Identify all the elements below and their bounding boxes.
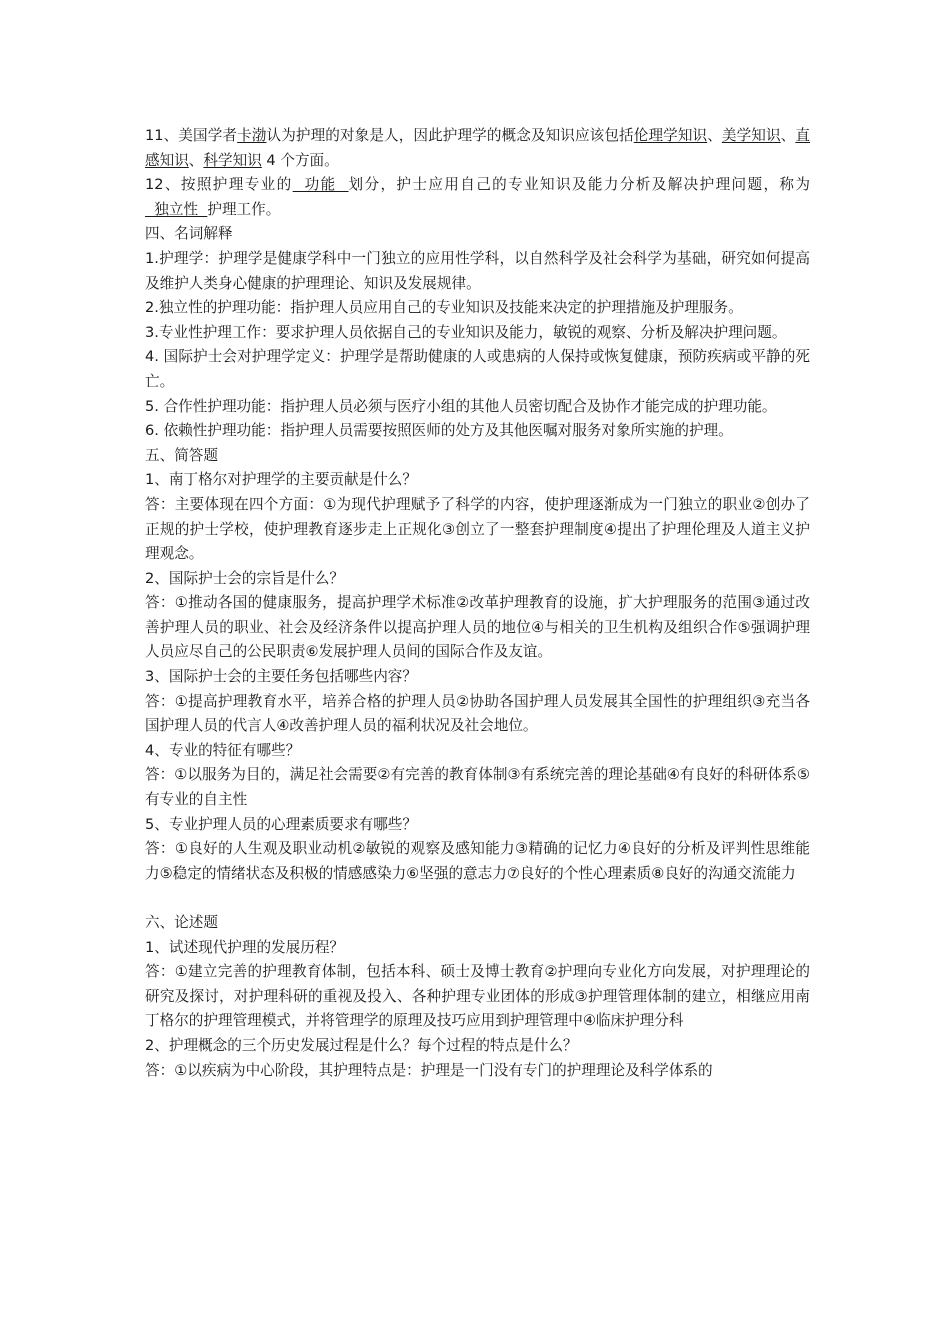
q11-answer-5: 科学知识 [203,151,262,169]
q11-separator-3: 、 [188,151,204,169]
q11-suffix: 4 个方面。 [261,151,339,169]
essay-question: 1、试述现代护理的发展历程？ [145,938,345,956]
definition-item: 2.独立性的护理功能：指护理人员应用自己的专业知识及技能来决定的护理措施及护理服务。 [145,299,743,317]
essay-question: 2、护理概念的三个历史发展过程是什么？每个过程的特点是什么？ [145,1036,578,1054]
q11-separator-2: 、 [780,127,796,144]
q12-suffix: 护理工作。 [207,200,281,218]
short-answer-answer: 答：①提高护理教育水平，培养合格的护理人员②协助各国护理人员发展其全国性的护理组织③充当各国护理人员的代言人④改善护理人员的福利状况及社会地位。 [145,692,810,735]
fill-in-question-12 [145,173,810,222]
definition-item: 5. 合作性护理功能：指护理人员必须与医疗小组的其他人员密切配合及协作才能完成的护理功能。 [145,397,777,415]
q11-answer-3: 美学知识 [721,127,781,144]
definition-item: 4. 国际护士会对护理学定义：护理学是帮助健康的人或患病的人保持或恢复健康，预防疾病或平静的死亡。 [145,348,810,390]
document-body [145,124,810,1083]
definition-item: 6. 依赖性护理功能：指护理人员需要按照医师的处方及其他医嘱对服务对象所实施的护理。 [145,422,733,440]
section-heading-short-answer: 五、简答题 [145,446,218,464]
q11-answer-1: 卡渤 [237,127,267,144]
essay-answer: 答：①以疾病为中心阶段，其护理特点是：护理是一门没有专门的护理理论及科学体系的 [145,1061,713,1079]
short-answer-question: 2、国际护士会的宗旨是什么？ [145,569,345,587]
q11-prefix: 11、美国学者 [145,127,238,144]
section-heading-definitions: 四、名词解释 [145,225,233,243]
definition-item: 1.护理学：护理学是健康学科中一门独立的应用性学科，以自然科学及社会科学为基础，研究如何提高及维护人类身心健康的护理理论、知识及发展规律。 [145,249,810,292]
short-answer-question: 3、国际护士会的主要任务包括哪些内容？ [145,668,417,686]
q12-answer-2: 独立性 [145,200,208,218]
definition-item: 3.专业性护理工作：要求护理人员依据自己的专业知识及能力，敏锐的观察、分析及解决护理问题。 [145,323,787,341]
short-answer-question: 1、南丁格尔对护理学的主要贡献是什么？ [145,471,417,489]
short-answer-question: 5、专业护理人员的心理素质要求有哪些？ [145,815,417,833]
q11-answer-4: 直感知识 [145,127,810,169]
q12-text: 划分，护士应用自己的专业知识及能力分析及解决护理问题，称为 [348,176,810,194]
short-answer-answer: 答：①以服务为目的，满足社会需要②有完善的教育体制③有系统完善的理论基础④有良好的科研体系⑤有专业的自主性 [145,766,810,809]
section-heading-essay: 六、论述题 [145,914,218,931]
q11-text: 认为护理的对象是人，因此护理学的概念及知识应该包括 [266,127,634,144]
short-answer-answer: 答：主要体现在四个方面：①为现代护理赋予了科学的内容，使护理逐渐成为一门独立的职业②创办了正规的护士学校，使护理教育逐步走上正规化③创立了一整套护理制度④提出了护理伦理及人道主义护理观念。 [145,495,810,563]
q11-separator-1: 、 [707,127,722,144]
short-answer-answer: 答：①推动各国的健康服务，提高护理学术标准②改革护理教育的设施，扩大护理服务的范围③通过改善护理人员的职业、社会及经济条件以提高护理人员的地位④与相关的卫生机构及组织合作⑤强调护理人员应尽自己的公民职责⑥发展护理人员间的国际合作及友谊。 [145,594,810,661]
q11-answer-2: 伦理学知识 [633,127,708,144]
blank-line [145,886,810,911]
short-answer-answer: 答：①良好的人生观及职业动机②敏锐的观察及感知能力③精确的记忆力④良好的分析及评判性思维能力⑤稳定的情绪状态及积极的情感感染力⑥坚强的意志力⑦良好的个性心理素质⑧良好的沟通交流能力 [145,840,810,882]
essay-answer: 答：①建立完善的护理教育体制，包括本科、硕士及博士教育②护理向专业化方向发展，对护理理论的研究及探讨，对护理科研的重视及投入、各种护理专业团体的形成③护理管理体制的建立，相继应用南丁格尔的护理管理模式，并将管理学的原理及技巧应用到护理管理中④临床护理分科 [145,963,810,1030]
short-answer-question: 4、专业的特征有哪些？ [145,741,301,759]
q12-prefix: 12、按照护理专业的 [145,176,293,194]
q12-answer-1: 功能 [292,176,349,194]
fill-in-question-11 [145,124,810,173]
